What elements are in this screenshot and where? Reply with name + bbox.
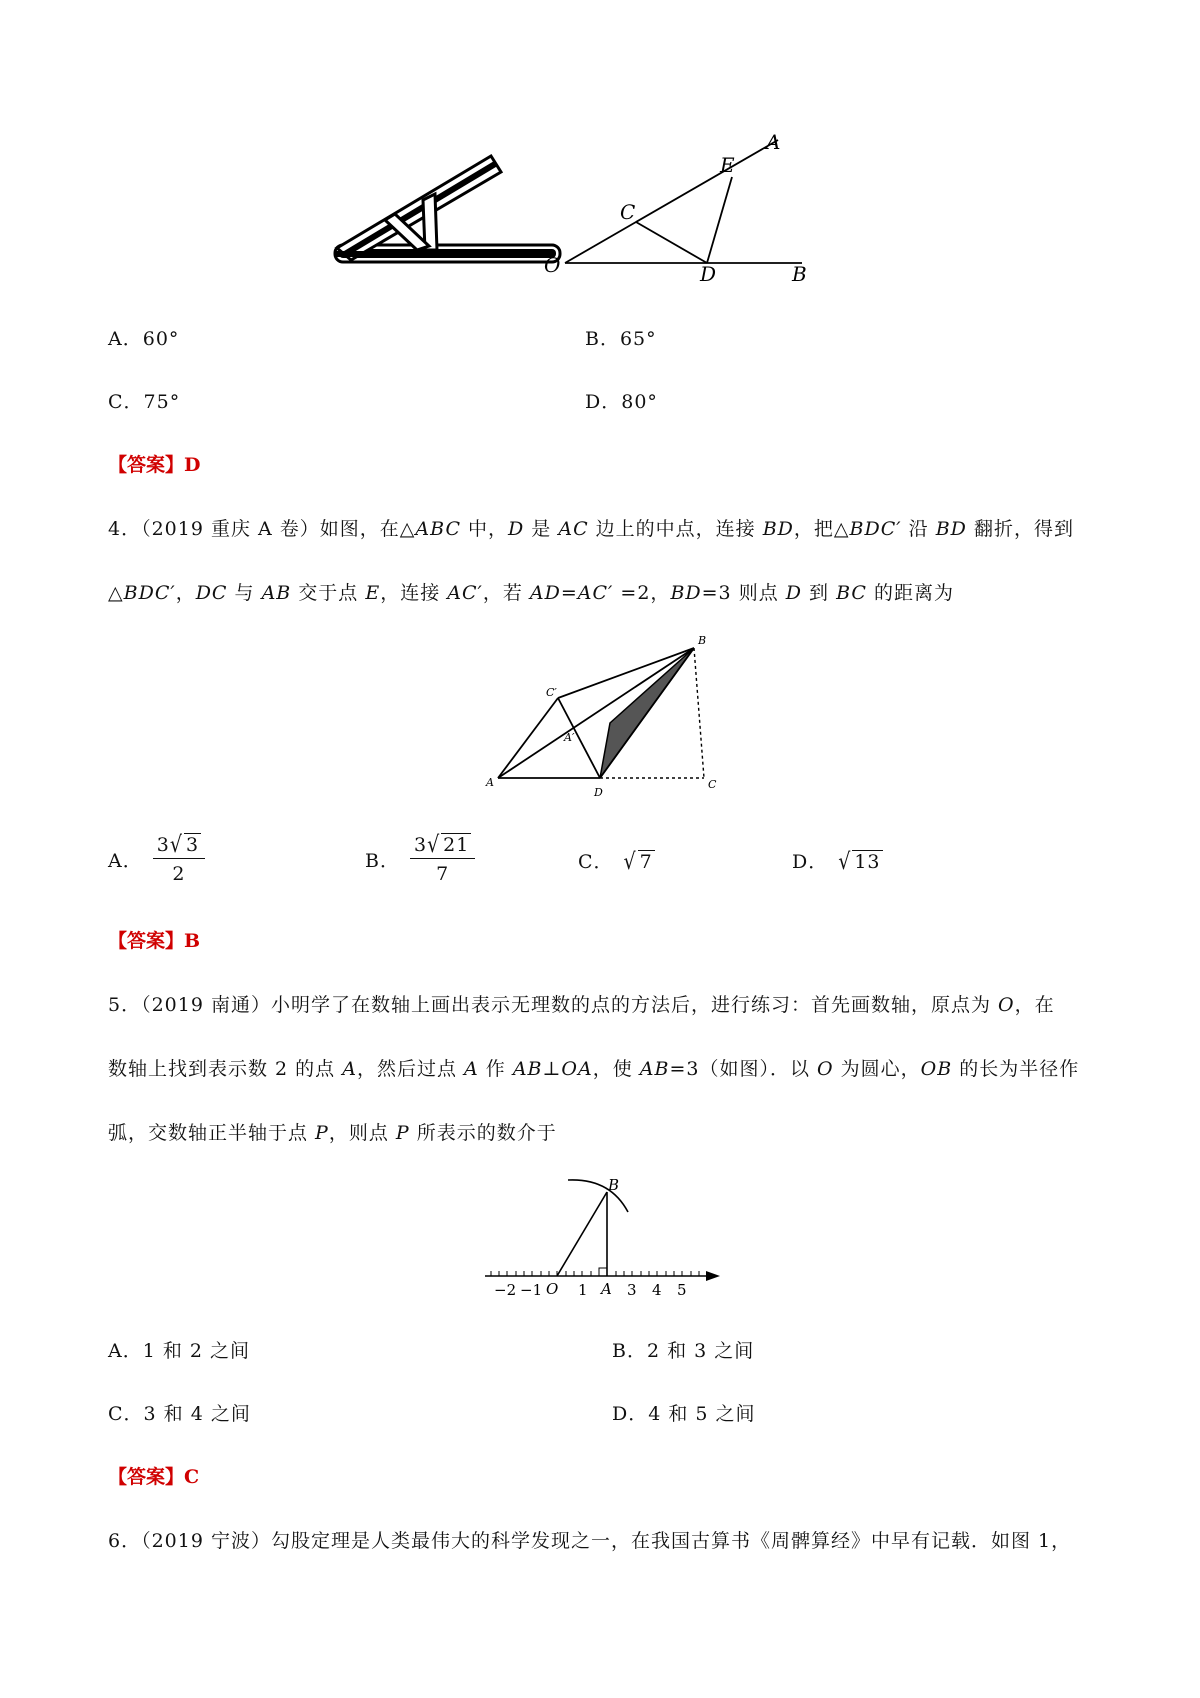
- q5-line-3: 弧，交数轴正半轴于点 P，则点 P 所表示的数介于: [108, 1122, 557, 1144]
- q4-figure: [480, 630, 730, 805]
- q4-line-2: △BDC′，DC 与 AB 交于点 E，连接 AC′，若 AD=AC′ =2，BD=3 则点 D 到 BC 的距离为: [108, 582, 954, 604]
- q3-label-e: E: [720, 153, 735, 177]
- q5-option-c: C．3 和 4 之间: [108, 1403, 251, 1425]
- q3-label-o: O: [544, 253, 561, 277]
- q4-label-a: A: [486, 776, 494, 789]
- q3-figure-ruler: [325, 150, 570, 275]
- q4-label-c: C: [708, 778, 717, 791]
- q3-figure-angle: [540, 125, 890, 285]
- q6-line-1: 6．（2019 宁波）勾股定理是人类最伟大的科学发现之一，在我国古算书《周髀算经》中早有记载．如图 1，: [108, 1530, 1072, 1552]
- q4-line-1: 4．（2019 重庆 A 卷）如图，在△ABC 中，D 是 AC 边上的中点，连接 BD，把△BDC′ 沿 BD 翻折，得到: [108, 518, 1074, 540]
- q4-label-b: B: [698, 634, 707, 647]
- q3-answer: 【答案】D: [108, 454, 201, 476]
- q4-label-c-prime: C′: [546, 686, 557, 699]
- q5-tick-4: 4: [652, 1281, 662, 1299]
- q5-tick-1: 1: [578, 1281, 588, 1299]
- q5-tick-3: 3: [627, 1281, 637, 1299]
- q5-option-d: D．4 和 5 之间: [612, 1403, 756, 1425]
- q4-option-b: B． $\frac{3√ 21}{7}$: [365, 833, 475, 885]
- q5-label-o: O: [546, 1280, 559, 1298]
- q5-tick-neg1: −1: [520, 1281, 543, 1299]
- q4-option-c: C． √ 7: [578, 848, 653, 876]
- q3-option-a: A．60°: [108, 328, 180, 350]
- q3-label-a: A: [766, 130, 781, 154]
- q5-tick-5: 5: [677, 1281, 687, 1299]
- q3-label-d: D: [700, 262, 717, 285]
- q3-label-c: C: [620, 200, 636, 224]
- q5-label-a: A: [601, 1280, 612, 1298]
- q5-figure: [480, 1170, 730, 1305]
- q5-line-1: 5．（2019 南通）小明学了在数轴上画出表示无理数的点的方法后，进行练习：首先画数轴，原点为 O，在: [108, 994, 1055, 1016]
- q3-label-b: B: [792, 262, 807, 285]
- q3-option-d: D．80°: [585, 391, 658, 413]
- q4-label-a-prime: A′: [564, 731, 575, 744]
- q5-answer: 【答案】C: [108, 1466, 200, 1488]
- q5-tick-neg2: −2: [494, 1281, 517, 1299]
- q5-line-2: 数轴上找到表示数 2 的点 A，然后过点 A 作 AB⊥OA，使 AB=3（如图）．以 O 为圆心，OB 的长为半径作: [108, 1058, 1080, 1080]
- q3-option-b: B．65°: [585, 328, 657, 350]
- q5-label-b: B: [608, 1176, 620, 1194]
- q4-label-d: D: [594, 786, 603, 799]
- q5-option-a: A．1 和 2 之间: [108, 1340, 251, 1362]
- q3-option-c: C．75°: [108, 391, 181, 413]
- q4-answer: 【答案】B: [108, 930, 201, 952]
- q5-option-b: B．2 和 3 之间: [612, 1340, 755, 1362]
- q4-option-d: D． √ 13: [792, 848, 881, 876]
- q4-option-a: A． $\frac{3√ 3}{2}$: [108, 833, 205, 885]
